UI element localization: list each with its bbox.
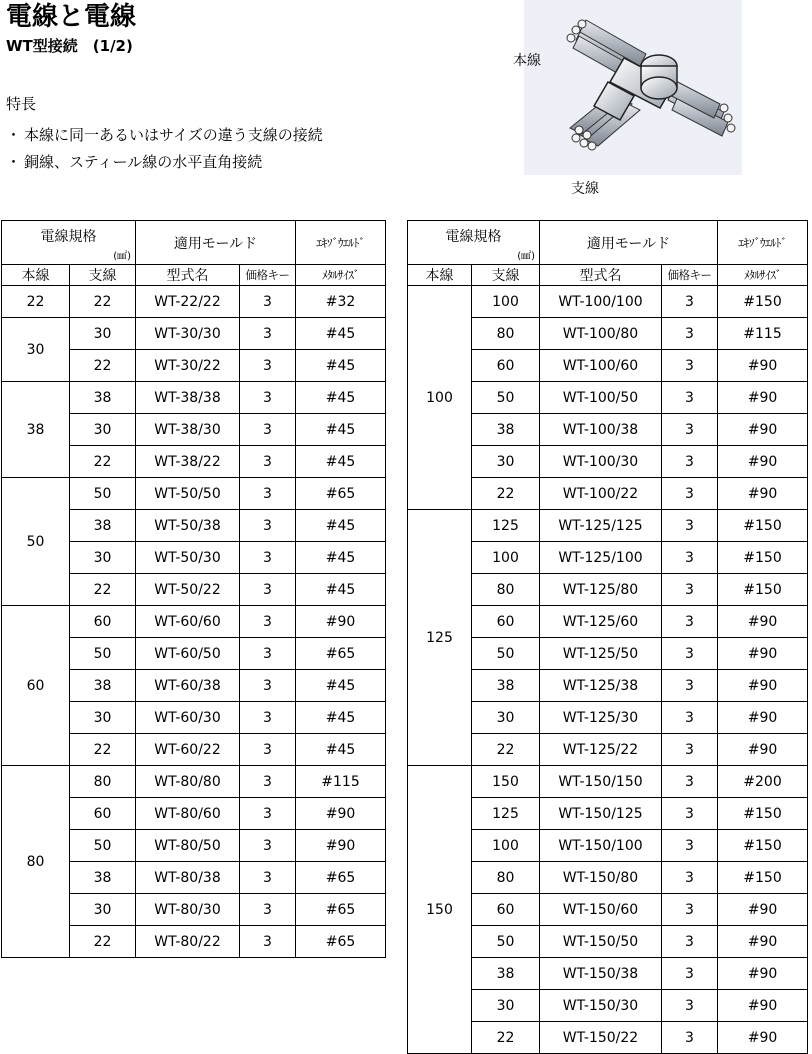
table-row xyxy=(2,286,386,318)
branch-wire-cell: 30 xyxy=(70,542,136,574)
wire-spec-header xyxy=(2,221,136,265)
model-cell: WT-100/38 xyxy=(540,414,662,446)
feature-text: 銅線、スティール線の水平直角接続 xyxy=(24,153,263,171)
branch-wire-cell: 80 xyxy=(70,766,136,798)
metal-size-header: ﾒﾀﾙｻｲｽﾞ xyxy=(718,265,808,286)
price-key-cell: 3 xyxy=(662,734,718,766)
model-cell: WT-150/22 xyxy=(540,1022,662,1054)
model-cell: WT-125/100 xyxy=(540,542,662,574)
branch-wire-cell: 50 xyxy=(472,926,540,958)
price-key-cell: 3 xyxy=(662,798,718,830)
metal-size-cell: #45 xyxy=(296,670,386,702)
branch-wire-cell: 30 xyxy=(70,318,136,350)
table-row xyxy=(2,606,386,638)
branch-wire-label: 支線 xyxy=(571,181,599,197)
bullet-icon: ・ xyxy=(6,126,22,144)
model-cell: WT-60/60 xyxy=(136,606,240,638)
price-key-cell: 3 xyxy=(240,734,296,766)
model-cell: WT-125/30 xyxy=(540,702,662,734)
metal-size-cell: #90 xyxy=(718,1022,808,1054)
price-key-cell: 3 xyxy=(240,286,296,318)
table-row xyxy=(2,478,386,510)
table-row xyxy=(2,318,386,350)
metal-size-cell: #45 xyxy=(296,350,386,382)
price-key-cell: 3 xyxy=(240,510,296,542)
price-key-cell: 3 xyxy=(662,286,718,318)
branch-wire-cell: 38 xyxy=(472,414,540,446)
price-key-cell: 3 xyxy=(662,862,718,894)
metal-size-cell: #65 xyxy=(296,638,386,670)
branch-wire-cell: 50 xyxy=(70,478,136,510)
price-key-cell: 3 xyxy=(662,382,718,414)
branch-wire-cell: 80 xyxy=(472,574,540,606)
feature-item xyxy=(6,149,323,176)
branch-wire-cell: 30 xyxy=(472,990,540,1022)
table-row xyxy=(408,766,808,798)
metal-size-cell: #150 xyxy=(718,830,808,862)
wire-spec-unit: (㎟) xyxy=(113,251,131,262)
metal-size-cell: #90 xyxy=(718,606,808,638)
price-key-cell: 3 xyxy=(662,574,718,606)
metal-size-cell: #65 xyxy=(296,862,386,894)
weld-header: ｴｷｿﾞｳｴﾙﾄﾞ xyxy=(718,221,808,265)
metal-size-cell: #32 xyxy=(296,286,386,318)
price-key-cell: 3 xyxy=(240,318,296,350)
model-cell: WT-80/38 xyxy=(136,862,240,894)
model-cell: WT-150/30 xyxy=(540,990,662,1022)
price-key-cell: 3 xyxy=(240,926,296,958)
model-cell: WT-150/100 xyxy=(540,830,662,862)
metal-size-cell: #90 xyxy=(296,798,386,830)
price-key-cell: 3 xyxy=(662,766,718,798)
main-wire-header: 本線 xyxy=(408,265,472,286)
price-key-cell: 3 xyxy=(240,414,296,446)
metal-size-cell: #90 xyxy=(718,894,808,926)
metal-size-cell: #90 xyxy=(718,638,808,670)
branch-wire-cell: 22 xyxy=(70,350,136,382)
branch-wire-cell: 22 xyxy=(70,574,136,606)
wire-spec-title: 電線規格 xyxy=(445,229,502,245)
metal-size-header: ﾒﾀﾙｻｲｽﾞ xyxy=(296,265,386,286)
branch-wire-cell: 38 xyxy=(70,382,136,414)
branch-wire-cell: 60 xyxy=(70,606,136,638)
branch-wire-cell: 30 xyxy=(70,894,136,926)
model-cell: WT-38/30 xyxy=(136,414,240,446)
branch-wire-cell: 22 xyxy=(472,734,540,766)
branch-wire-cell: 80 xyxy=(472,318,540,350)
price-key-cell: 3 xyxy=(240,350,296,382)
price-key-cell: 3 xyxy=(662,894,718,926)
model-cell: WT-125/22 xyxy=(540,734,662,766)
model-cell: WT-150/50 xyxy=(540,926,662,958)
model-cell: WT-50/50 xyxy=(136,478,240,510)
price-key-cell: 3 xyxy=(240,542,296,574)
branch-wire-cell: 38 xyxy=(70,670,136,702)
model-cell: WT-125/80 xyxy=(540,574,662,606)
branch-wire-cell: 38 xyxy=(472,958,540,990)
branch-wire-cell: 125 xyxy=(472,510,540,542)
model-cell: WT-50/22 xyxy=(136,574,240,606)
branch-wire-cell: 50 xyxy=(472,638,540,670)
price-key-cell: 3 xyxy=(240,798,296,830)
price-key-cell: 3 xyxy=(662,958,718,990)
metal-size-cell: #45 xyxy=(296,318,386,350)
model-cell: WT-125/60 xyxy=(540,606,662,638)
model-cell: WT-100/80 xyxy=(540,318,662,350)
main-wire-label: 本線 xyxy=(513,53,541,69)
model-cell: WT-50/38 xyxy=(136,510,240,542)
metal-size-cell: #150 xyxy=(718,798,808,830)
wire-spec-unit: (㎟) xyxy=(517,251,535,262)
metal-size-cell: #45 xyxy=(296,702,386,734)
branch-wire-cell: 22 xyxy=(70,286,136,318)
branch-wire-cell: 50 xyxy=(70,830,136,862)
price-key-cell: 3 xyxy=(662,926,718,958)
price-key-cell: 3 xyxy=(240,382,296,414)
branch-wire-cell: 50 xyxy=(472,382,540,414)
main-wire-cell: 125 xyxy=(408,510,472,766)
price-key-cell: 3 xyxy=(662,350,718,382)
price-key-cell: 3 xyxy=(662,606,718,638)
metal-size-cell: #90 xyxy=(296,606,386,638)
model-cell: WT-100/30 xyxy=(540,446,662,478)
model-cell: WT-38/38 xyxy=(136,382,240,414)
branch-wire-header: 支線 xyxy=(472,265,540,286)
price-key-header: 価格キー xyxy=(240,265,296,286)
price-key-cell: 3 xyxy=(240,670,296,702)
price-key-cell: 3 xyxy=(662,1022,718,1054)
price-key-cell: 3 xyxy=(240,478,296,510)
price-key-cell: 3 xyxy=(662,510,718,542)
model-cell: WT-22/22 xyxy=(136,286,240,318)
page-subtitle: WT型接続 (1/2) xyxy=(6,37,133,55)
model-cell: WT-60/30 xyxy=(136,702,240,734)
main-wire-cell: 80 xyxy=(2,766,70,958)
feature-item xyxy=(6,122,323,149)
model-cell: WT-125/125 xyxy=(540,510,662,542)
metal-size-cell: #115 xyxy=(718,318,808,350)
price-key-cell: 3 xyxy=(662,990,718,1022)
t-connection-icon xyxy=(524,0,742,175)
bullet-icon: ・ xyxy=(6,153,22,171)
metal-size-cell: #65 xyxy=(296,478,386,510)
metal-size-cell: #45 xyxy=(296,510,386,542)
main-wire-cell: 100 xyxy=(408,286,472,510)
model-header: 型式名 xyxy=(540,265,662,286)
main-wire-cell: 60 xyxy=(2,606,70,766)
metal-size-cell: #45 xyxy=(296,542,386,574)
metal-size-cell: #45 xyxy=(296,574,386,606)
price-key-cell: 3 xyxy=(240,574,296,606)
model-cell: WT-60/50 xyxy=(136,638,240,670)
model-cell: WT-50/30 xyxy=(136,542,240,574)
features-heading: 特長 xyxy=(6,95,37,113)
price-key-cell: 3 xyxy=(662,830,718,862)
branch-wire-cell: 22 xyxy=(70,446,136,478)
branch-wire-cell: 30 xyxy=(472,702,540,734)
model-cell: WT-38/22 xyxy=(136,446,240,478)
branch-wire-cell: 100 xyxy=(472,286,540,318)
metal-size-cell: #90 xyxy=(718,670,808,702)
model-cell: WT-30/30 xyxy=(136,318,240,350)
wire-spec-title: 電線規格 xyxy=(40,229,97,245)
right-table-body xyxy=(408,286,808,1054)
main-wire-cell: 50 xyxy=(2,478,70,606)
metal-size-cell: #90 xyxy=(718,478,808,510)
table-row xyxy=(408,286,808,318)
model-cell: WT-30/22 xyxy=(136,350,240,382)
model-cell: WT-80/30 xyxy=(136,894,240,926)
metal-size-cell: #200 xyxy=(718,766,808,798)
model-cell: WT-100/100 xyxy=(540,286,662,318)
metal-size-cell: #45 xyxy=(296,446,386,478)
metal-size-cell: #90 xyxy=(718,734,808,766)
branch-wire-cell: 22 xyxy=(70,734,136,766)
metal-size-cell: #90 xyxy=(718,926,808,958)
price-key-header: 価格キー xyxy=(662,265,718,286)
model-cell: WT-80/60 xyxy=(136,798,240,830)
model-cell: WT-150/38 xyxy=(540,958,662,990)
branch-wire-cell: 38 xyxy=(70,510,136,542)
price-key-cell: 3 xyxy=(240,830,296,862)
metal-size-cell: #150 xyxy=(718,862,808,894)
right-spec-table xyxy=(407,220,808,1054)
branch-wire-cell: 30 xyxy=(472,446,540,478)
price-key-cell: 3 xyxy=(662,542,718,574)
metal-size-cell: #90 xyxy=(718,414,808,446)
model-cell: WT-150/150 xyxy=(540,766,662,798)
model-cell: WT-60/38 xyxy=(136,670,240,702)
model-cell: WT-80/80 xyxy=(136,766,240,798)
metal-size-cell: #150 xyxy=(718,542,808,574)
branch-wire-cell: 100 xyxy=(472,830,540,862)
table-row xyxy=(2,766,386,798)
metal-size-cell: #150 xyxy=(718,574,808,606)
model-header: 型式名 xyxy=(136,265,240,286)
branch-wire-cell: 60 xyxy=(70,798,136,830)
metal-size-cell: #150 xyxy=(718,286,808,318)
price-key-cell: 3 xyxy=(240,862,296,894)
model-cell: WT-150/80 xyxy=(540,862,662,894)
feature-text: 本線に同一あるいはサイズの違う支線の接続 xyxy=(24,126,323,144)
metal-size-cell: #90 xyxy=(718,350,808,382)
model-cell: WT-60/22 xyxy=(136,734,240,766)
branch-wire-cell: 80 xyxy=(472,862,540,894)
model-cell: WT-150/60 xyxy=(540,894,662,926)
price-key-cell: 3 xyxy=(240,894,296,926)
weld-header: ｴｷｿﾞｳｴﾙﾄﾞ xyxy=(296,221,386,265)
main-wire-cell: 22 xyxy=(2,286,70,318)
left-table-body xyxy=(2,286,386,958)
branch-wire-cell: 38 xyxy=(472,670,540,702)
branch-wire-cell: 100 xyxy=(472,542,540,574)
main-wire-cell: 38 xyxy=(2,382,70,478)
price-key-cell: 3 xyxy=(240,638,296,670)
price-key-cell: 3 xyxy=(240,446,296,478)
metal-size-cell: #65 xyxy=(296,926,386,958)
price-key-cell: 3 xyxy=(662,702,718,734)
model-cell: WT-125/50 xyxy=(540,638,662,670)
metal-size-cell: #90 xyxy=(718,990,808,1022)
branch-wire-cell: 30 xyxy=(70,414,136,446)
model-cell: WT-80/50 xyxy=(136,830,240,862)
price-key-cell: 3 xyxy=(662,670,718,702)
metal-size-cell: #90 xyxy=(718,382,808,414)
wire-spec-header xyxy=(408,221,540,265)
metal-size-cell: #45 xyxy=(296,414,386,446)
metal-size-cell: #65 xyxy=(296,894,386,926)
price-key-cell: 3 xyxy=(662,318,718,350)
model-cell: WT-100/22 xyxy=(540,478,662,510)
metal-size-cell: #45 xyxy=(296,734,386,766)
table-row xyxy=(2,382,386,414)
page-title: 電線と電線 xyxy=(6,2,137,32)
model-cell: WT-100/50 xyxy=(540,382,662,414)
price-key-cell: 3 xyxy=(662,478,718,510)
branch-wire-header: 支線 xyxy=(70,265,136,286)
branch-wire-cell: 60 xyxy=(472,350,540,382)
price-key-cell: 3 xyxy=(662,414,718,446)
left-spec-table xyxy=(1,220,386,958)
metal-size-cell: #90 xyxy=(718,702,808,734)
main-wire-cell: 30 xyxy=(2,318,70,382)
price-key-cell: 3 xyxy=(662,446,718,478)
table-row xyxy=(408,510,808,542)
metal-size-cell: #45 xyxy=(296,382,386,414)
branch-wire-cell: 30 xyxy=(70,702,136,734)
price-key-cell: 3 xyxy=(662,638,718,670)
main-wire-cell: 150 xyxy=(408,766,472,1054)
t-connection-illustration xyxy=(524,0,742,175)
model-cell: WT-100/60 xyxy=(540,350,662,382)
branch-wire-cell: 22 xyxy=(70,926,136,958)
branch-wire-cell: 22 xyxy=(472,478,540,510)
metal-size-cell: #115 xyxy=(296,766,386,798)
mold-header: 適用モールド xyxy=(540,221,718,265)
model-cell: WT-80/22 xyxy=(136,926,240,958)
model-cell: WT-150/125 xyxy=(540,798,662,830)
features-list xyxy=(6,122,323,176)
branch-wire-cell: 60 xyxy=(472,894,540,926)
price-key-cell: 3 xyxy=(240,766,296,798)
branch-wire-cell: 22 xyxy=(472,1022,540,1054)
model-cell: WT-125/38 xyxy=(540,670,662,702)
branch-wire-cell: 50 xyxy=(70,638,136,670)
mold-header: 適用モールド xyxy=(136,221,296,265)
branch-wire-cell: 60 xyxy=(472,606,540,638)
branch-wire-cell: 150 xyxy=(472,766,540,798)
metal-size-cell: #150 xyxy=(718,510,808,542)
metal-size-cell: #90 xyxy=(296,830,386,862)
price-key-cell: 3 xyxy=(240,606,296,638)
main-wire-header: 本線 xyxy=(2,265,70,286)
branch-wire-cell: 125 xyxy=(472,798,540,830)
metal-size-cell: #90 xyxy=(718,958,808,990)
metal-size-cell: #90 xyxy=(718,446,808,478)
branch-wire-cell: 38 xyxy=(70,862,136,894)
price-key-cell: 3 xyxy=(240,702,296,734)
